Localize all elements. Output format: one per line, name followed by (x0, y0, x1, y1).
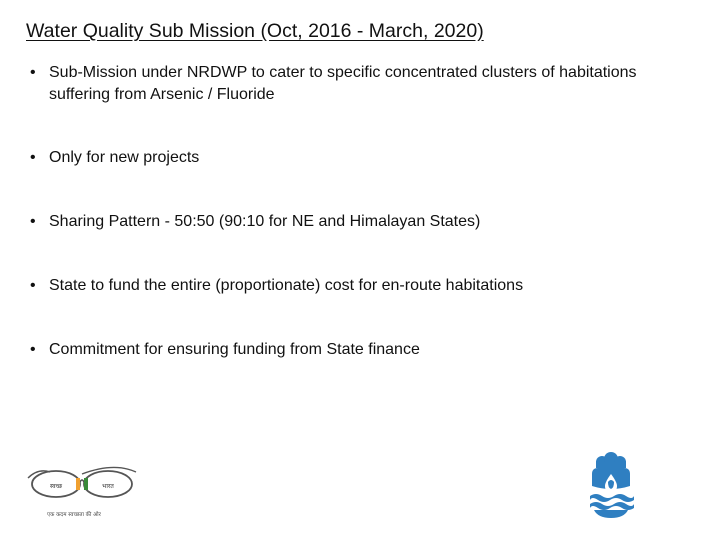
bullet-dot: • (30, 64, 36, 81)
bullet-text: State to fund the entire (proportionate) cost for en-route habitations (49, 277, 524, 294)
logo-text-right: भारत (102, 483, 114, 490)
bullet-item (30, 339, 690, 361)
bullet-text: Sharing Pattern - 50:50 (90:10 for NE and Himalayan States) (49, 213, 481, 230)
bullet-text: Commitment for ensuring funding from State finance (49, 341, 420, 358)
bullet-dot: • (30, 213, 36, 230)
bullet-item (30, 62, 690, 106)
slide-title: Water Quality Sub Mission (Oct, 2016 - March, 2020) (26, 20, 484, 42)
bullet-item (30, 147, 690, 169)
bullet-text: Only for new projects (49, 149, 200, 166)
logo-text-left: स्वच्छ (49, 483, 63, 490)
bullet-item (30, 211, 690, 233)
bullet-text: Sub-Mission under NRDWP to cater to specific concentrated clusters of habitations suffering from Arsenic / Fluoride (49, 64, 637, 103)
bullet-dot: • (30, 341, 36, 358)
bullet-item (30, 275, 690, 297)
bullet-list (30, 62, 690, 361)
logo-tagline: एक कदम स्वच्छता की ओर (47, 512, 101, 518)
bullet-dot: • (30, 149, 36, 166)
bullet-dot: • (30, 277, 36, 294)
swachh-bharat-logo (24, 460, 140, 522)
water-drop-logo (588, 452, 634, 518)
